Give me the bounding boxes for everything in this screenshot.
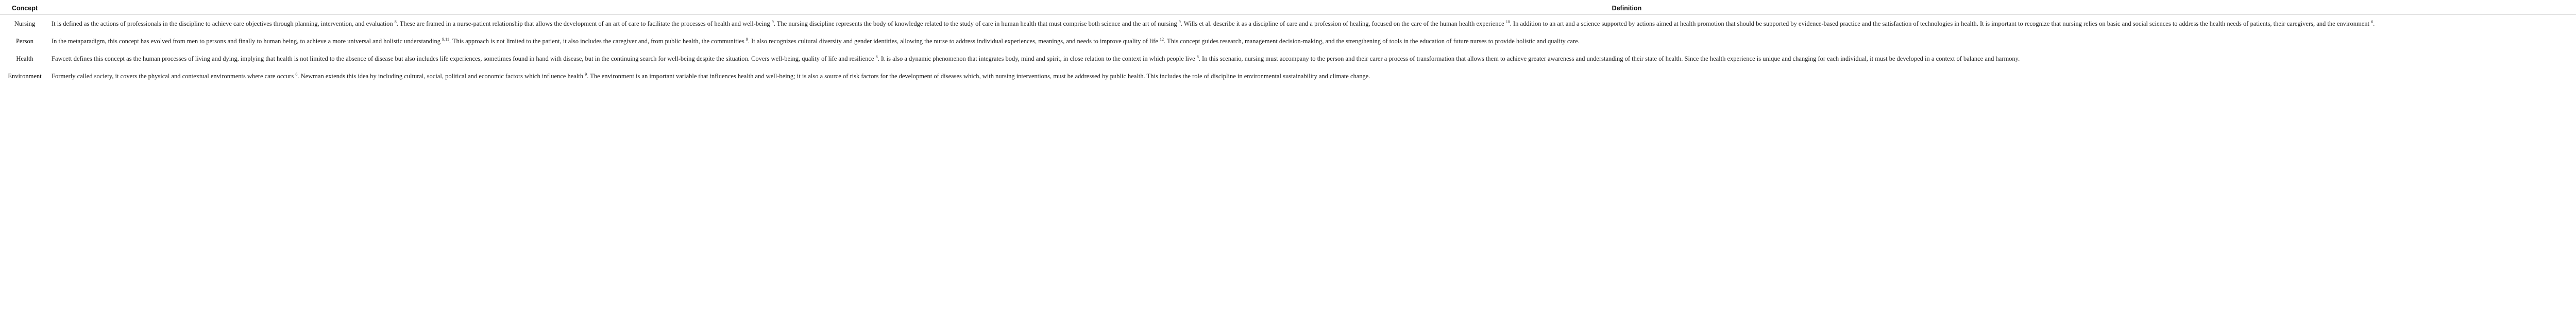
table-row-nursing [0,15,2576,33]
table-row-environment [0,67,2576,85]
definition-text: . It is also a dynamic phenomenon that integrates body, mind and spirit, in close relation to the context in which people live [877,55,1197,62]
citation-superscript: 6 [875,54,878,59]
citation-superscript: 9 [585,72,587,77]
definition-text: . The environment is an important variable that influences health and well-being; it is also a source of risk factors for the development of diseases which, with nursing interventions, must be addressed by public health. This includes the role of discipline in environmental sustainability and climate change. [587,73,1370,80]
citation-superscript: 8 [1196,54,1199,59]
concept-cell: Nursing [14,20,36,27]
citation-superscript: 8 [394,19,397,24]
definition-text: . [2373,20,2375,27]
definition-text: Formerly called society, it covers the physical and contextual environments where care occurs [52,73,296,80]
citation-superscript: 9,11 [442,37,449,42]
table-row-health [0,50,2576,67]
definition-text: . Wills et al. describe it as a discipline of care and a profession of healing, focused on the care of the human health experience [1180,20,1506,27]
definition-text: . In addition to an art and a science supported by actions aimed at health promotion that should be supported by evidence-based practice and the satisfaction of technologies in health. It is important to recognize that nursing relies on basic and social sciences to address the health needs of patients, their caregivers, and the environment [1510,20,2371,27]
definition-text: Fawcett defines this concept as the human processes of living and dying, implying that health is not limited to the absence of disease but also includes life experiences, sometimes found in hand with disease, but in the continuing search for well-being despite the situation. Covers well-being, quality of life and resilience [52,55,876,62]
definition-text: . In this scenario, nursing must accompany to the person and their carer a process of transformation that allows them to achieve greater awareness and understanding of their state of health. Since the health experience is unique and changing for each individual, it must be developed in a context of balance and harmony. [1198,55,2020,62]
citation-superscript: 9 [771,19,774,24]
definition-text: . This approach is not limited to the patient, it also includes the caregiver and, from public health, the communities [449,38,746,45]
concept-column-header: Concept [0,3,49,15]
definition-cell [49,67,2576,85]
table-row-person [0,32,2576,50]
citation-superscript: 6 [2371,19,2374,24]
definition-text: . The nursing discipline represents the body of knowledge related to the study of care in human health that must comprise both science and the art of nursing [773,20,1179,27]
definition-text: . It also recognizes cultural diversity and gender identities, allowing the nurse to address individual experiences, meanings, and needs to improve quality of life [748,38,1160,45]
citation-superscript: 6 [295,72,298,77]
definition-cell [49,15,2576,33]
concept-cell: Environment [8,73,42,80]
definition-text: . These are framed in a nurse-patient relationship that allows the development of an art of care to facilitate the processes of health and well-being [396,20,772,27]
definition-text: In the metaparadigm, this concept has evolved from men to persons and finally to human being, to achieve a more universal and holistic understanding [52,38,443,45]
citation-superscript: 10 [1505,19,1510,24]
citation-superscript: 12 [1159,37,1164,42]
definition-text: It is defined as the actions of professionals in the discipline to achieve care objectives through planning, intervention, and evaluation [52,20,395,27]
table-header-row [0,3,2576,15]
concept-cell: Person [15,38,34,45]
definition-cell [49,50,2576,67]
metaparadigm-concepts-table [0,3,2576,85]
definition-text: . This concept guides research, management decision-making, and the strengthening of tools in the education of future nurses to provide holistic and quality care. [1163,38,1580,45]
concept-cell: Health [16,55,33,62]
citation-superscript: 9 [1178,19,1181,24]
definition-cell [49,32,2576,50]
definition-text: . Newman extends this idea by including cultural, social, political and economic factors which influence health [297,73,585,80]
definition-column-header: Definition [49,3,2576,15]
citation-superscript: 9 [745,37,748,42]
